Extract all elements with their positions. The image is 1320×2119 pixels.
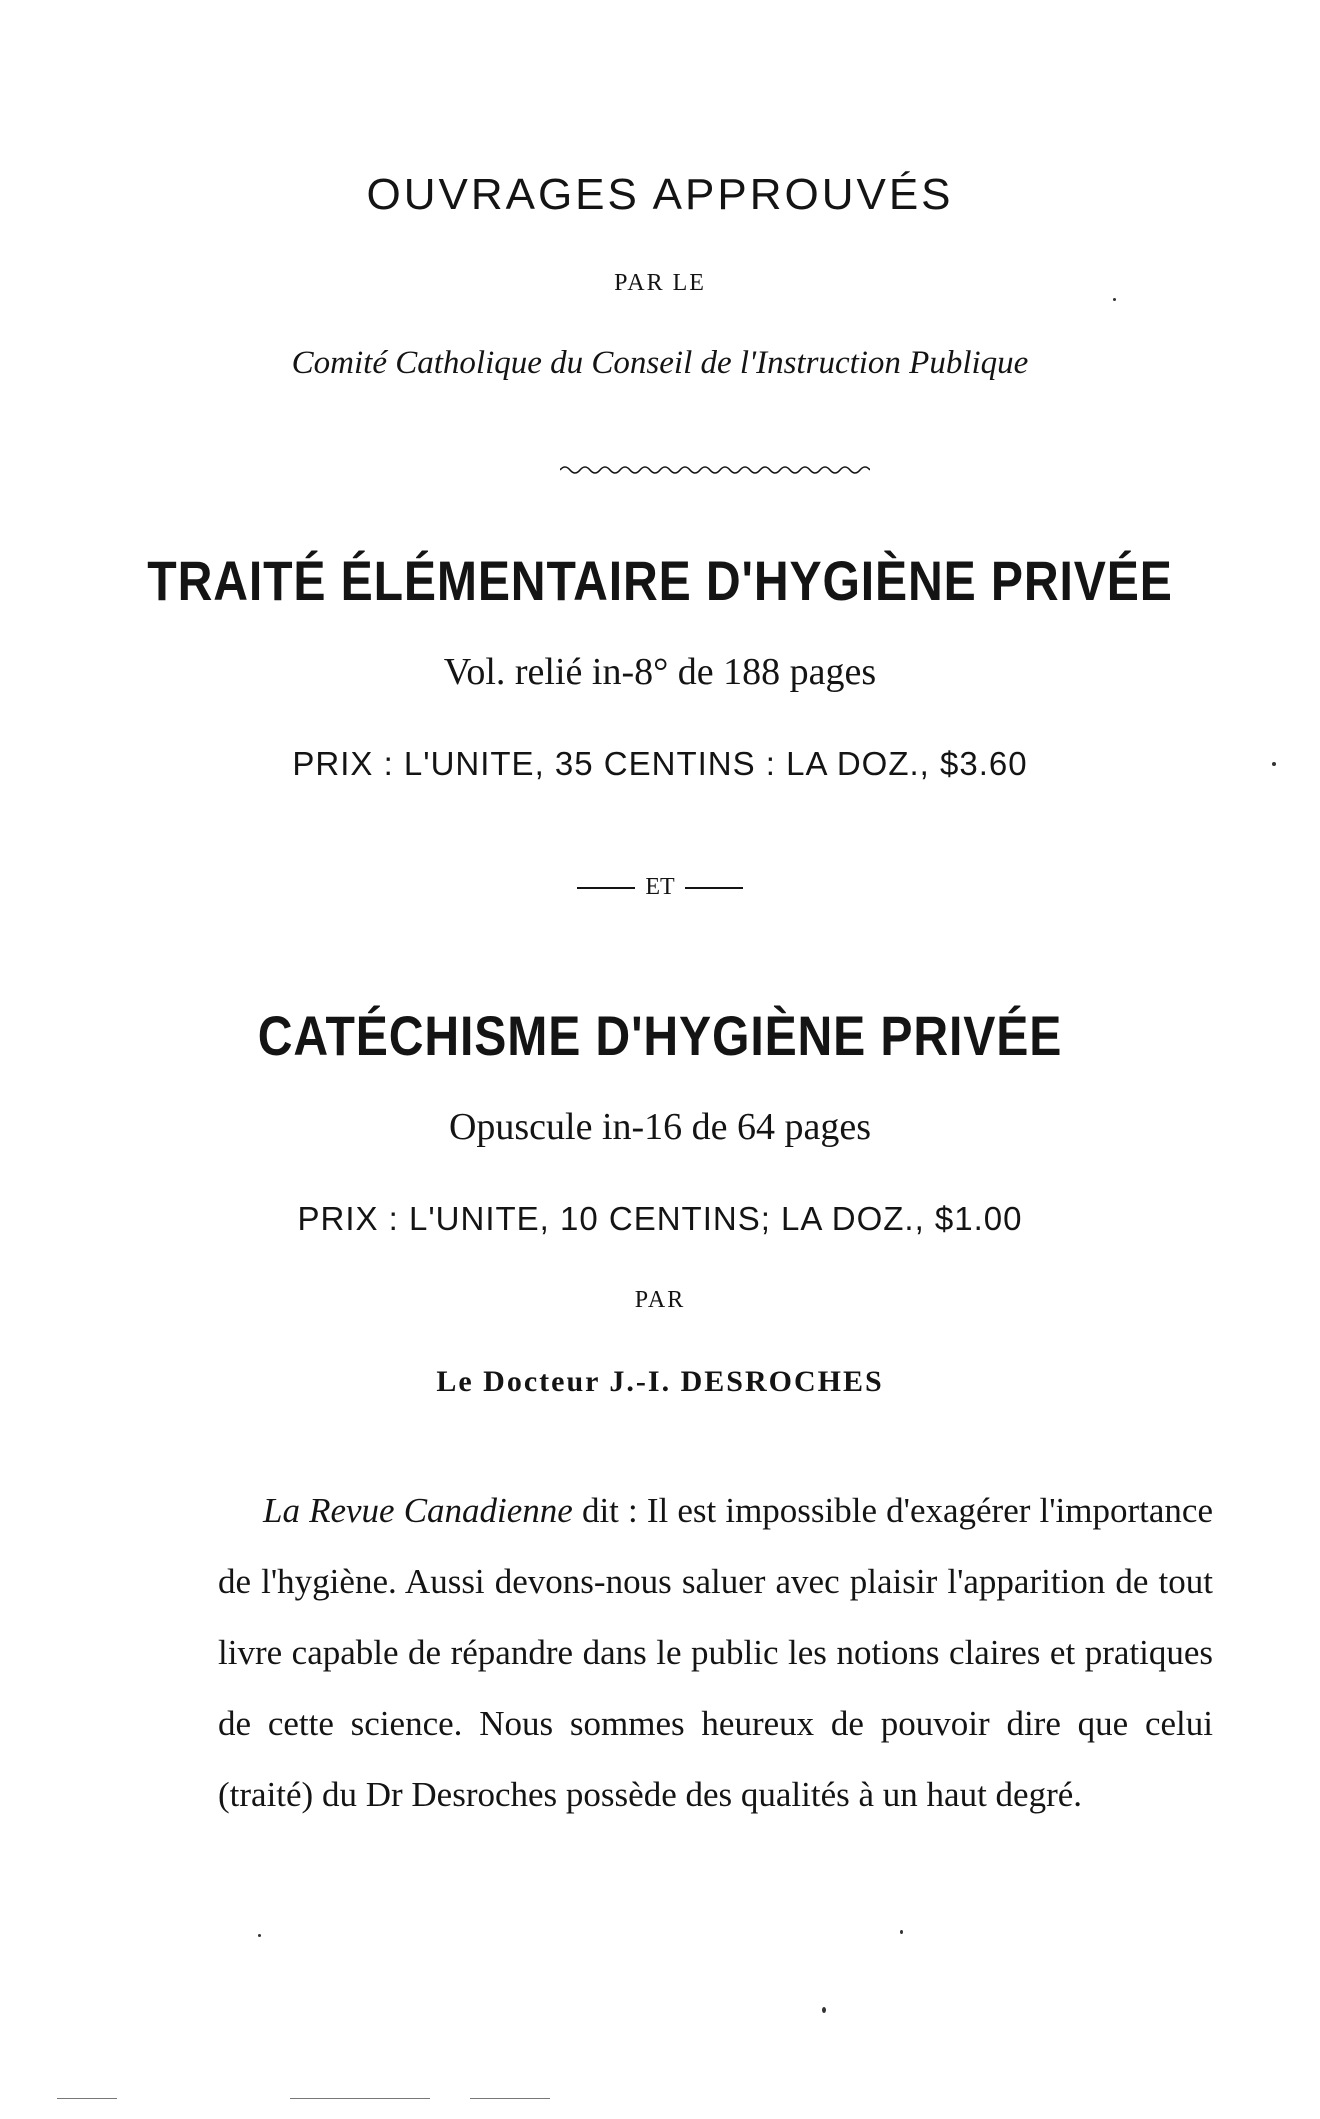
book-volume-catechisme: Opuscule in-16 de 64 pages — [448, 1106, 872, 1148]
review-paragraph — [218, 1475, 1213, 1830]
book-price-catechisme: PRIX : L'UNITE, 10 CENTINS; LA DOZ., $1.00 — [297, 1200, 1023, 1237]
committee-name: Comité Catholique du Conseil de l'Instruction Publique — [291, 345, 1029, 381]
paper-speck — [900, 1930, 903, 1934]
book-price-traite: PRIX : L'UNITE, 35 CENTINS : LA DOZ., $3.60 — [292, 745, 1028, 782]
separator-label: ET — [645, 874, 675, 900]
paper-speck — [822, 2007, 826, 2013]
paper-speck — [57, 2098, 117, 2099]
separator-dash-right — [685, 887, 743, 889]
book-title-catechisme: CATÉCHISME D'HYGIÈNE PRIVÉE — [257, 1004, 1063, 1067]
book-title-traite: TRAITÉ ÉLÉMENTAIRE D'HYGIÈNE PRIVÉE — [147, 549, 1173, 612]
review-journal-name: La Revue Canadienne — [263, 1491, 573, 1530]
paper-speck — [258, 1934, 261, 1937]
par-label: PAR — [634, 1287, 686, 1313]
separator-et — [0, 874, 1320, 901]
paper-speck — [290, 2098, 430, 2099]
page-title: OUVRAGES APPROUVÉS — [366, 170, 954, 219]
review-text: dit : Il est impossible d'exagérer l'importance de l'hygiène. Aussi devons-nous saluer avec plaisir l'apparition de tout livre capable de répandre dans le public les notions claires et pratiques de cette science. Nous sommes heureux de pouvoir dire que celui (traité) du Dr Desroches possède des qualités à un haut degré. — [218, 1491, 1213, 1814]
paper-speck — [470, 2098, 550, 2099]
paper-speck — [1113, 298, 1116, 301]
separator-dash-left — [577, 887, 635, 889]
book-volume-traite: Vol. relié in-8° de 188 pages — [443, 651, 877, 693]
wavy-rule-ornament — [560, 462, 870, 478]
par-le-label: PAR LE — [614, 270, 706, 296]
paper-speck — [1272, 762, 1276, 766]
author-name: Le Docteur J.-I. DESROCHES — [436, 1365, 884, 1398]
